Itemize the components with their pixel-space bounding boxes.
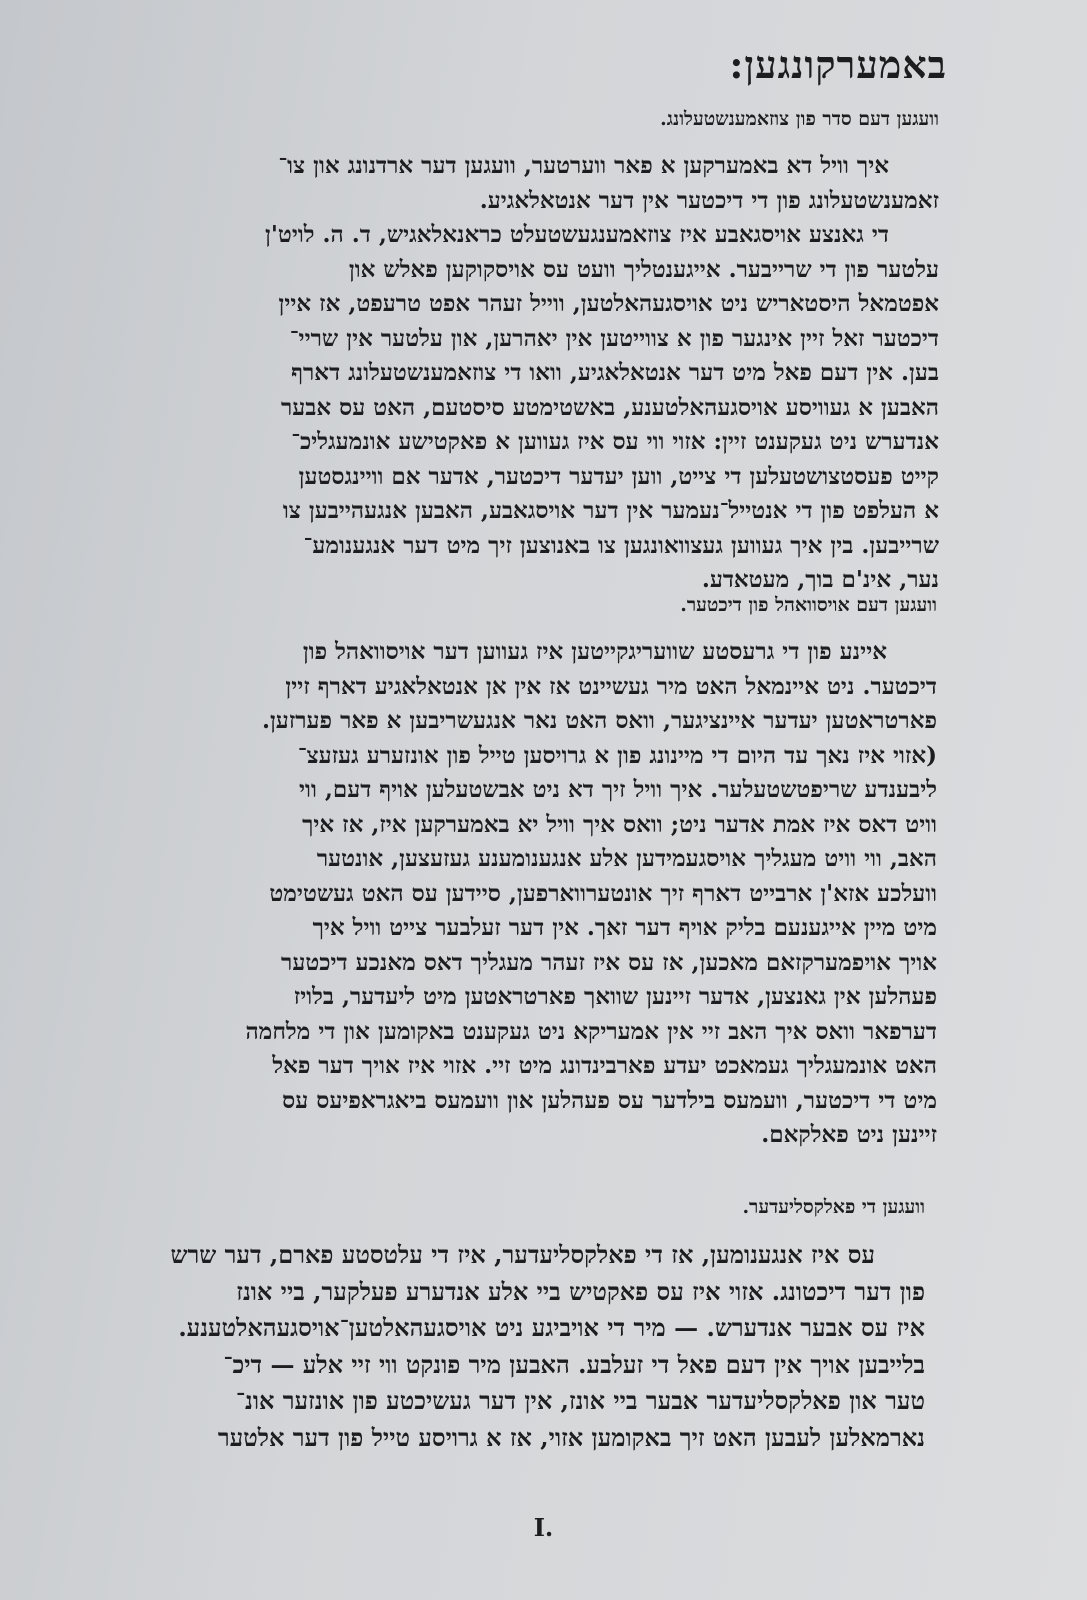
section-selection: [107, 594, 937, 1153]
text-line: בלייבען אויך אין דעם פאל די זעלבע. האבען מיר פונקט ווי זיי אלע — דיכ־: [223, 1349, 925, 1379]
text-line: אנדערש ניט געקענט זיין: אזוי ווי עס איז געווען א פאקטישע אונמעגליכ־: [291, 428, 939, 455]
page-heading: באמערקונגען:: [729, 42, 947, 87]
text-line: ליבענדע שריפטשטעלער. איך וויל זיך דא ניט אבשטעלען אויף דעם, ווי: [299, 776, 937, 803]
text-line: אפטמאל היסטאריש ניט אויסגעהאלטען, ווייל זעהר אפט טרעפט, אז איין: [278, 290, 939, 317]
text-line: וויט דאס איז אמת אדער ניט; וואס איך וויל יא באמערקען איז, אז איך: [302, 810, 937, 838]
text-line: די גאנצע אויסגאבע איז צוזאמענגעשטעלט כראנאלאגיש, ד. ה. לויט'ן: [265, 221, 889, 248]
text-line: איינע פון די גרעסטע שוועריגקייטען איז געווען דער אויסוואהל פון: [302, 638, 887, 665]
section-subheading: וועגען דעם אויסוואהל פון דיכטער.: [680, 594, 937, 616]
section-subheading: וועגען דעם סדר פון צוזאמענשטעלונג.: [660, 108, 939, 130]
text-line: נער, אינ'ם בוך, מעטאדע.: [701, 566, 939, 593]
text-line: מיט די דיכטער, וועמעס בילדער עס פעהלען און וועמעס ביאגראפיעס עס: [282, 1086, 937, 1114]
text-line: איז עס אבער אנדערש. — מיר די אויביגע ניט אויסגעהאלטען־אויסגעהאלטענע.: [178, 1313, 925, 1342]
text-line: האט אונמעגליך געמאכט יעדע פארבינדונג מיט זיי. אזוי איז אויך דער פאל: [272, 1052, 937, 1079]
text-line: בען. אין דעם פאל מיט דער אנטאלאגיע, וואו די צוזאמענשטעלונג דארף: [291, 359, 939, 386]
text-line: עס איז אנגענומען, אז די פאלקסליעדער, איז די עלטסטע פארם, דער שרש: [170, 1240, 875, 1269]
section-arrangement: [101, 108, 939, 598]
section-paragraph: [101, 149, 939, 598]
text-line: וועלכע אזא'ן ארבייט דארף זיך אונטערווארפען, סיידען עס האט געשטימט: [269, 879, 937, 907]
text-line: זאמענשטעלונג פון די דיכטער אין דער אנטאלאגיע.: [479, 186, 939, 214]
page-number: I.: [533, 1513, 554, 1542]
text-line: קייט פעסטצושטעלען די צייט, ווען יעדער דיכטער, אדער אם וויינגסטען: [298, 462, 939, 490]
text-line: דיכטער זאל זיין אינגער פון א צווייטען אין יאהרען, און עלטער אין שריי־: [289, 324, 939, 352]
section-paragraph: [107, 635, 937, 1153]
text-line: פארטראטען יעדער איינציגער, וואס האט נאר אנגעשריבען א פאר פערזען.: [261, 707, 937, 734]
section-folksongs: [87, 1196, 925, 1456]
text-line: (אזוי איז נאך עד היום די מיינונג פון א גרויסען טייל פון אונזערע געזעצ־: [297, 741, 937, 769]
text-line: א העלפט פון די אנטייל־נעמער אין דער אויסגאבע, האבען אנגעהייבען צו: [282, 497, 939, 524]
text-line: דיכטער. ניט איינמאל האט מיר געשיינט אז אין אן אנטאלאגיע דארף זיין: [285, 672, 937, 700]
text-line: האבען א געוויסע אויסגעהאלטענע, באשטימטע סיסטעם, האט עס אבער: [280, 393, 939, 421]
section-subheading: וועגען די פאלקסליעדער.: [742, 1196, 925, 1218]
text-line: דערפאר וואס איך האב זיי אין אמעריקא ניט געקענט באקומען און די מלחמה: [245, 1017, 937, 1045]
text-line: זיינען ניט פאלקאם.: [761, 1121, 937, 1148]
text-line: שרייבען. בין איך געווען געצוואונגען צו באנוצען זיך מיט דער אנגענומע־: [303, 531, 939, 559]
text-line: טער און פאלקסליעדער אבער ביי אונז, אין דער געשיכטע פון אונזער אונ־: [235, 1386, 925, 1415]
text-line: אויך אויפמערקזאם מאכען, אז עס איז זעהר מעגליך דאס מאנכע דיכטער: [281, 948, 937, 976]
text-line: מיט מיין אייגענעם בליק אויף דער זאך. אין דער זעלבער צייט וויל איך: [312, 914, 937, 941]
text-line: פעהלען אין גאנצען, אדער זיינען שוואך פארטראטען מיט ליעדער, בלויז: [293, 983, 937, 1010]
text-line: עלטער פון די שרייבער. אייגענטליך וועט עס אויסקוקען פאלש און: [348, 255, 939, 283]
text-line: איך וויל דא באמערקען א פאר ווערטער, וועגען דער ארדנונג און צו־: [278, 152, 889, 179]
text-line: האב, ווי וויט מעגליך אויסגעמידען אלע אנגענומענע געזעצען, אונטער: [316, 845, 937, 872]
text-line: נארמאלען לעבען האט זיך באקומען אזוי, אז א גרויסע טייל פון דער אלטער: [217, 1422, 925, 1452]
text-line: פון דער דיכטונג. אזוי איז עס פאקטיש ביי אלע אנדערע פעלקער, ביי אונז: [236, 1276, 925, 1306]
section-paragraph: [87, 1237, 925, 1456]
